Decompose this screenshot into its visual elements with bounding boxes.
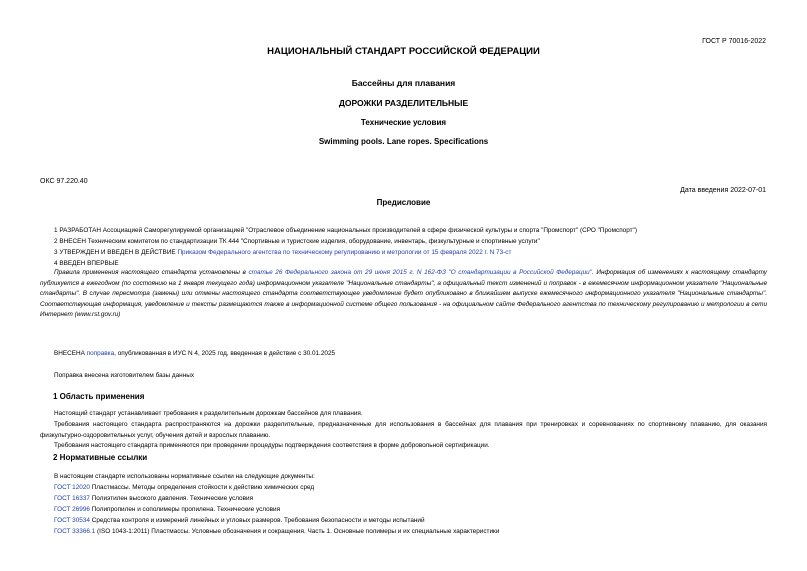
rules-paragraph [40,268,767,321]
reference-code-link[interactable]: ГОСТ 12020 [54,484,90,491]
rules-prefix: Правила применения настоящего стандарта установлены в [54,269,249,276]
reference-code-link[interactable]: ГОСТ 26996 [54,506,90,513]
preface-item-2: 2 ВНЕСЕН Техническим комитетом по стандартизации ТК 444 "Спортивные и туристские изделия, оборудование, инвентарь, физкультурные и спортивные услуги" [54,238,540,245]
normative-reference [54,506,280,513]
english-title: Swimming pools. Lane ropes. Specifications [318,137,489,146]
amendment-prefix: ВНЕСЕНА [54,350,87,357]
amendment-line [54,350,335,357]
oks-code: ОКС 97.220.40 [40,178,88,185]
reference-title: Полиэтилен высокого давления. Технические условия [89,495,254,502]
reference-code-link[interactable]: ГОСТ 33366.1 [54,528,96,535]
section-1-title: 1 Область применения [53,392,145,401]
reference-title: Полипропилен и сополимеры пропилена. Технические условия [89,506,281,513]
section-1-paragraph-3: Требования настоящего стандарта применяются при проведении процедуры подтверждения соответствия в форме добровольной сертификации. [54,442,490,449]
document-subtitle: Технические условия [360,118,447,127]
preface-item-3-prefix: 3 УТВЕРЖДЕН И ВВЕДЕН В ДЕЙСТВИЕ [54,249,178,256]
section-2-intro: В настоящем стандарте использованы нормативные ссылки на следующие документы: [54,473,315,480]
preface-item-4: 4 ВВЕДЕН ВПЕРВЫЕ [54,260,119,267]
preface-item-3 [54,249,511,256]
rules-rest: . Информация об изменениях к настоящему стандарту публикуется в ежегодном (по состоянию на 1 января текущего года) информационном указателе "Национальные стандарты", а официальный текст изменений и поправок - в ежемесячном информационном указателе "Национальные стандарты". В случае пересмотра (замены) или отмены настоящего стандарта соответствующее уведомление будет опубликовано в ближайшем выпуске ежемесячного информационного указателя "Национальные стандарты". Соответствующая информация, уведомление и тексты размещаются также в информационной системе общего пользования - на официальном сайте Федерального агентства по техническому регулированию и метрологии в сети Интернет (www.rst.gov.ru) [40,269,767,318]
reference-code-link[interactable]: ГОСТ 16337 [54,495,90,502]
national-standard-heading: НАЦИОНАЛЬНЫЙ СТАНДАРТ РОССИЙСКОЙ ФЕДЕРАЦИИ [267,46,540,57]
section-1-paragraph-1: Настоящий стандарт устанавливает требования к разделительным дорожкам бассейнов для плавания. [54,410,363,417]
normative-reference [54,517,425,524]
subject-title: Бассейны для плавания [351,78,456,88]
preface-item-1: 1 РАЗРАБОТАН Ассоциацией Саморегулируемой организацией "Отраслевое объединение национальных производителей в сфере физической культуры и спорта "Промспорт" (СРО "Промспорт") [54,227,637,234]
normative-reference [54,495,253,502]
preface-title: Предисловие [376,198,431,207]
amendment-link[interactable]: поправка [86,350,115,357]
amendment-rest: , опубликованная в ИУС N 4, 2025 год, введенная в действие с 30.01.2025 [114,350,336,357]
intro-date: Дата введения 2022-07-01 [680,187,766,194]
reference-title: Средства контроля и измерений линейных и угловых размеров. Требования безопасности и методы испытаний [89,517,425,524]
section-1-paragraph-2: Требования настоящего стандарта распространяются на дорожки разделительные, предназначенные для использования в бассейнах для плавания при тренировках и соревнованиях по спортивному плаванию, для оказания физкультурно-оздоровительных услуг, обучения детей и взрослых плаванию. [40,421,767,439]
normative-reference [54,484,314,491]
document-code: ГОСТ Р 70016-2022 [702,38,766,45]
reference-code-link[interactable]: ГОСТ 30534 [54,517,90,524]
federal-law-link[interactable]: статье 26 Федерального закона от 29 июня 2015 г. N 162-ФЗ "О стандартизации в Российской Федерации" [248,269,593,276]
approval-order-link[interactable]: Приказом Федерального агентства по техническому регулированию и метрологии от 15 февраля 2022 г. N 73-ст [177,249,512,256]
section-2-title: 2 Нормативные ссылки [53,453,148,462]
reference-title: Пластмассы. Методы определения стойкости к действию химических сред [89,484,315,491]
document-title: ДОРОЖКИ РАЗДЕЛИТЕЛЬНЫЕ [338,98,469,108]
reference-title: (ISO 1043-1:2011) Пластмассы. Условные обозначения и сокращения. Часть 1. Основные полимеры и их специальные характеристики [95,528,500,535]
amendment-note: Поправка внесена изготовителем базы данных [54,372,195,379]
normative-reference [54,528,499,535]
